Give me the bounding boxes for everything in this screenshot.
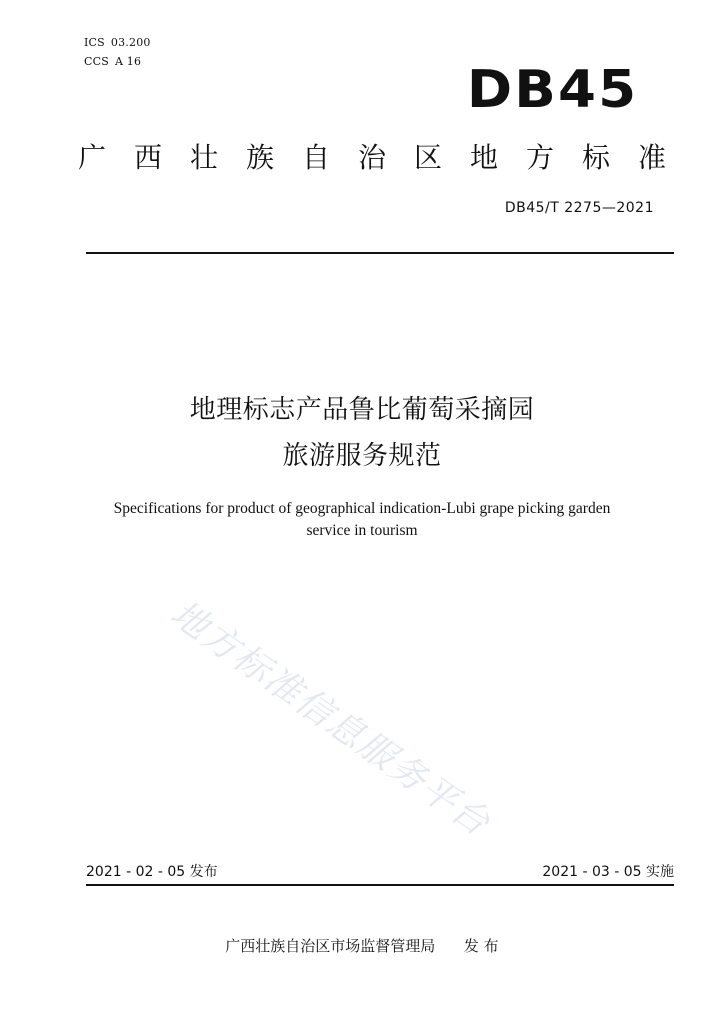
title-en-line2: service in tourism [306, 522, 418, 539]
release-date: 2021 - 02 - 05 发布 [86, 864, 218, 880]
ccs-value: A 16 [114, 55, 142, 68]
ics-label: ICS [84, 36, 105, 49]
implement-date: 2021 - 03 - 05 实施 [542, 864, 674, 880]
ics-code [84, 36, 151, 50]
publisher-line: 广西壮族自治区市场监督管理局 发 布 [225, 937, 499, 955]
db45-logo: DB45 [466, 60, 638, 120]
title-cn-line1: 地理标志产品鲁比葡萄采摘园 [189, 395, 535, 425]
watermark-text: 地方标准信息服务平台 [163, 593, 498, 845]
title-en-line1: Specifications for product of geographical indication-Lubi grape picking garden [113, 500, 611, 517]
standard-type-heading: 广西壮族自治区地方标准 [78, 141, 695, 174]
ics-value: 03.200 [110, 36, 151, 49]
ccs-code [84, 55, 141, 69]
standard-number: DB45/T 2275—2021 [504, 200, 654, 216]
bottom-divider [86, 884, 674, 886]
top-divider [86, 252, 674, 254]
title-cn-line2: 旅游服务规范 [282, 441, 442, 471]
ccs-label: CCS [84, 55, 109, 68]
